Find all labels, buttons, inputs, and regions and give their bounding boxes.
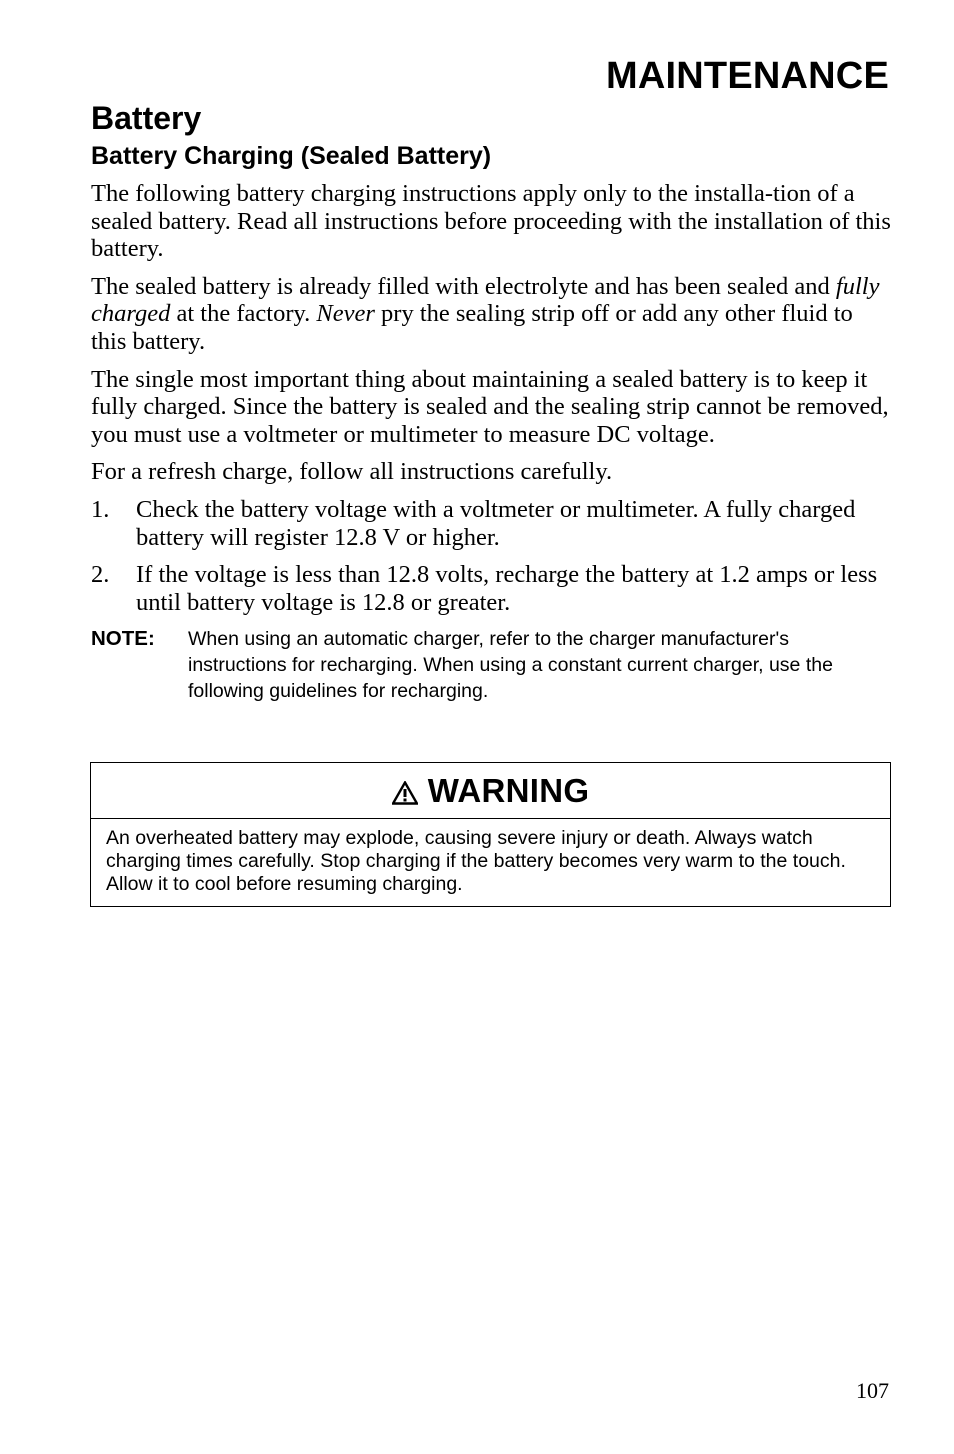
warning-title: WARNING: [427, 771, 590, 809]
page-content: [91, 98, 891, 704]
warning-text: An overheated battery may explode, causing severe injury or death. Always watch charging times carefully. Stop charging if the battery becomes very warm to the touch. Allow it to cool before resuming charging.: [106, 827, 846, 895]
list-item: [91, 496, 891, 551]
warning-triangle-icon: [392, 781, 418, 805]
paragraph-refresh: For a refresh charge, follow all instructions carefully.: [91, 458, 613, 486]
step-text: Check the battery voltage with a voltmeter or multimeter. A fully charged battery will register 12.8 V or higher.: [136, 495, 856, 551]
page-title: Battery: [91, 100, 202, 136]
warning-box: [90, 762, 891, 907]
step-number: 1.: [91, 495, 110, 523]
step-text: If the voltage is less than 12.8 volts, recharge the battery at 1.2 amps or less until battery voltage is 12.8 or greater.: [136, 561, 878, 616]
warning-header: [91, 763, 890, 819]
paragraph-sealed-part1: The sealed battery is already filled with electrolyte and has been sealed and: [91, 272, 836, 300]
paragraph-sealed-part2: at the factory.: [170, 300, 317, 328]
list-item: [91, 561, 891, 616]
note-label: NOTE:: [91, 627, 155, 651]
section-header: MAINTENANCE: [606, 55, 889, 97]
paragraph-intro: The following battery charging instructions apply only to the installa-tion of a sealed battery. Read all instructions before proceeding with the installation of this battery.: [91, 180, 891, 263]
paragraph-sealed: [91, 273, 891, 356]
steps-list: [91, 496, 891, 616]
note: [91, 626, 891, 704]
emphasis-fully-charged: fully charged: [91, 272, 880, 328]
emphasis-never: Never: [316, 300, 375, 328]
step-number: 2.: [91, 561, 110, 589]
paragraph-important: The single most important thing about maintaining a sealed battery is to keep it fully charged. Since the battery is sealed and the sealing strip cannot be removed, you must use a voltmeter or multimeter to measure DC voltage.: [91, 365, 889, 448]
page-subtitle: Battery Charging (Sealed Battery): [91, 142, 492, 170]
note-text: When using an automatic charger, refer to the charger manufacturer's instructions for recharging. When using a constant current charger, use the following guidelines for recharging.: [188, 628, 833, 703]
page-number: 107: [856, 1378, 889, 1403]
paragraph-sealed-part3: pry the sealing strip off or add any other fluid to this battery.: [91, 300, 853, 355]
